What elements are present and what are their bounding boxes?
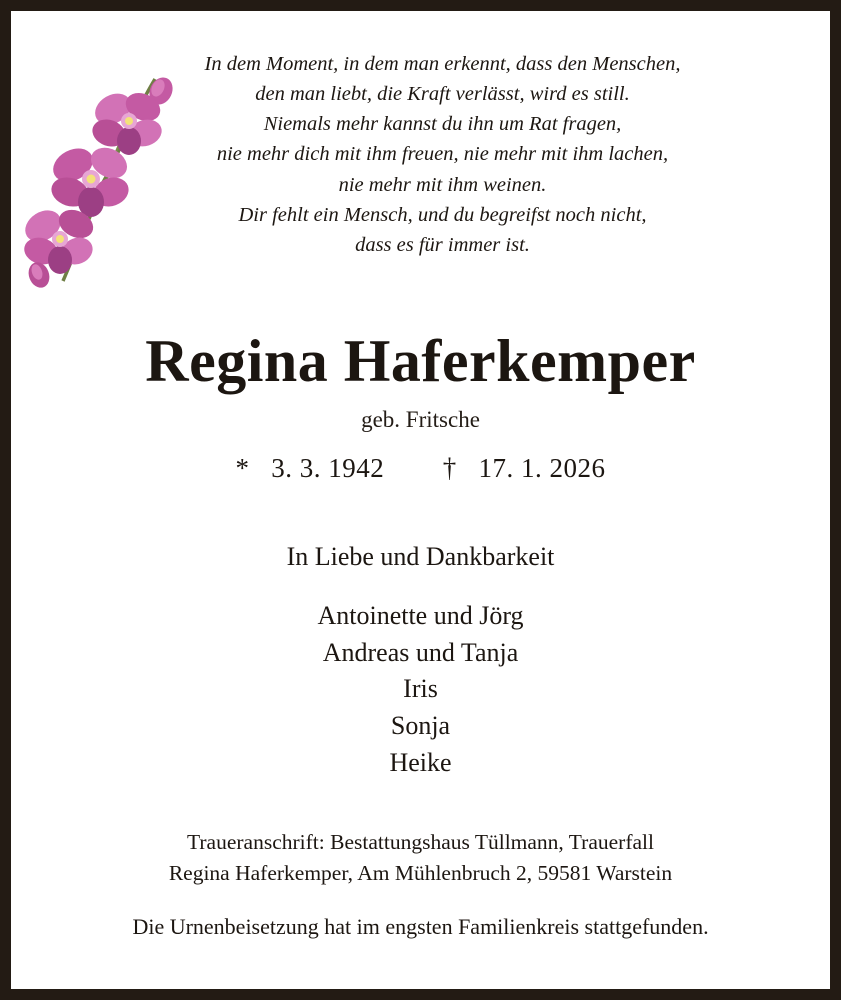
deceased-name: Regina Haferkemper	[145, 327, 696, 394]
funeral-address	[45, 827, 796, 888]
poem-line: In dem Moment, in dem man erkennt, dass den Menschen,	[204, 53, 681, 75]
obituary-inner	[11, 11, 830, 989]
mourners-block	[45, 542, 796, 781]
footer-block	[45, 827, 796, 940]
mourner-name: Sonja	[390, 710, 451, 740]
mourner-name: Iris	[403, 674, 438, 704]
burial-notice: Die Urnenbeisetzung hat im engsten Familienkreis stattgefunden.	[132, 914, 709, 940]
poem-text	[45, 49, 796, 260]
mourner-name: Andreas und Tanja	[322, 637, 519, 667]
birth-date: 3. 3. 1942	[271, 452, 385, 483]
life-dates	[45, 453, 796, 484]
birth-symbol: *	[235, 452, 250, 483]
mourner-name: Antoinette und Jörg	[317, 600, 524, 630]
mourner-name: Heike	[389, 747, 452, 777]
mourners-list	[45, 598, 796, 781]
poem-line: nie mehr mit ihm weinen.	[338, 173, 547, 196]
poem-line: nie mehr dich mit ihm freuen, nie mehr mit ihm lachen,	[216, 143, 669, 166]
death-date: 17. 1. 2026	[478, 452, 606, 483]
poem-line: dass es für immer ist.	[355, 233, 530, 256]
poem-line: Dir fehlt ein Mensch, und du begreifst noch nicht,	[238, 203, 647, 226]
deceased-block	[45, 327, 796, 484]
poem-line: Niemals mehr kannst du ihn um Rat fragen,	[263, 113, 622, 136]
mourners-lead: In Liebe und Dankbarkeit	[286, 541, 555, 571]
deceased-maiden-name: geb. Fritsche	[361, 406, 480, 432]
address-line: Traueranschrift: Bestattungshaus Tüllmann, Trauerfall	[187, 830, 654, 855]
poem-line: den man liebt, die Kraft verlässt, wird es still.	[255, 83, 630, 106]
address-line: Regina Haferkemper, Am Mühlenbruch 2, 59581 Warstein	[168, 860, 673, 885]
death-symbol: †	[442, 452, 457, 483]
